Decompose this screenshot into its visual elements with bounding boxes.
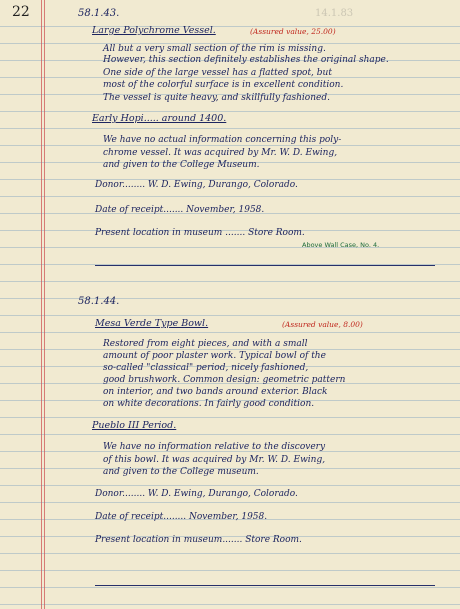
description-line: The vessel is quite heavy, and skillfully fashioned. (103, 93, 330, 103)
acquisition-line: and given to the College museum. (103, 467, 259, 477)
entry-divider (95, 265, 435, 266)
acquisition-line: and given to the College Museum. (103, 160, 260, 170)
description-line: However, this section definitely establishes the original shape. (103, 55, 389, 65)
faint-bleedthrough-header: 14.1.83 (315, 8, 354, 19)
description-line: amount of poor plaster work. Typical bowl of the (103, 351, 326, 361)
value-note: (Assured value, 8.00) (282, 320, 363, 329)
period-heading: Pueblo III Period. (92, 420, 177, 431)
description-line: on white decorations. In fairly good condition. (103, 399, 315, 409)
margin-line (41, 0, 42, 609)
donor-line: Donor........ W. D. Ewing, Durango, Colorado. (95, 180, 298, 190)
description-line: on interior, and two bands around exterior. Black (103, 387, 328, 397)
description-line: All but a very small section of the rim is missing. (103, 44, 326, 54)
acquisition-line: of this bowl. It was acquired by Mr. W. D. Ewing, (103, 455, 326, 465)
location-line: Present location in museum....... Store Room. (95, 535, 302, 545)
value-note: (Assured value, 25.00) (250, 27, 336, 36)
catalog-number: 58.1.43. (78, 8, 120, 19)
margin-line (44, 0, 45, 609)
entry-title: Mesa Verde Type Bowl. (95, 318, 209, 329)
catalog-number: 58.1.44. (78, 296, 120, 307)
donor-line: Donor........ W. D. Ewing, Durango, Colorado. (95, 489, 298, 499)
period-heading: Early Hopi..... around 1400. (92, 113, 227, 124)
location-line: Present location in museum ....... Store Room. (95, 228, 305, 238)
date-received-line: Date of receipt........ November, 1958. (95, 512, 268, 522)
description-line: Restored from eight pieces, and with a small (103, 339, 308, 349)
entry-divider (95, 585, 435, 586)
acquisition-line: We have no information relative to the discovery (103, 442, 326, 452)
entry-title: Large Polychrome Vessel. (92, 25, 216, 36)
description-line: so-called "classical" period, nicely fashioned, (103, 363, 309, 373)
location-note: Above Wall Case, No. 4. (302, 241, 380, 249)
acquisition-line: We have no actual information concerning this poly- (103, 135, 342, 145)
description-line: good brushwork. Common design: geometric pattern (103, 375, 346, 385)
page-number: 22 (12, 4, 30, 20)
date-received-line: Date of receipt....... November, 1958. (95, 205, 265, 215)
acquisition-line: chrome vessel. It was acquired by Mr. W. D. Ewing, (103, 148, 338, 158)
description-line: most of the colorful surface is in excellent condition. (103, 80, 344, 90)
description-line: One side of the large vessel has a flatted spot, but (103, 68, 332, 78)
